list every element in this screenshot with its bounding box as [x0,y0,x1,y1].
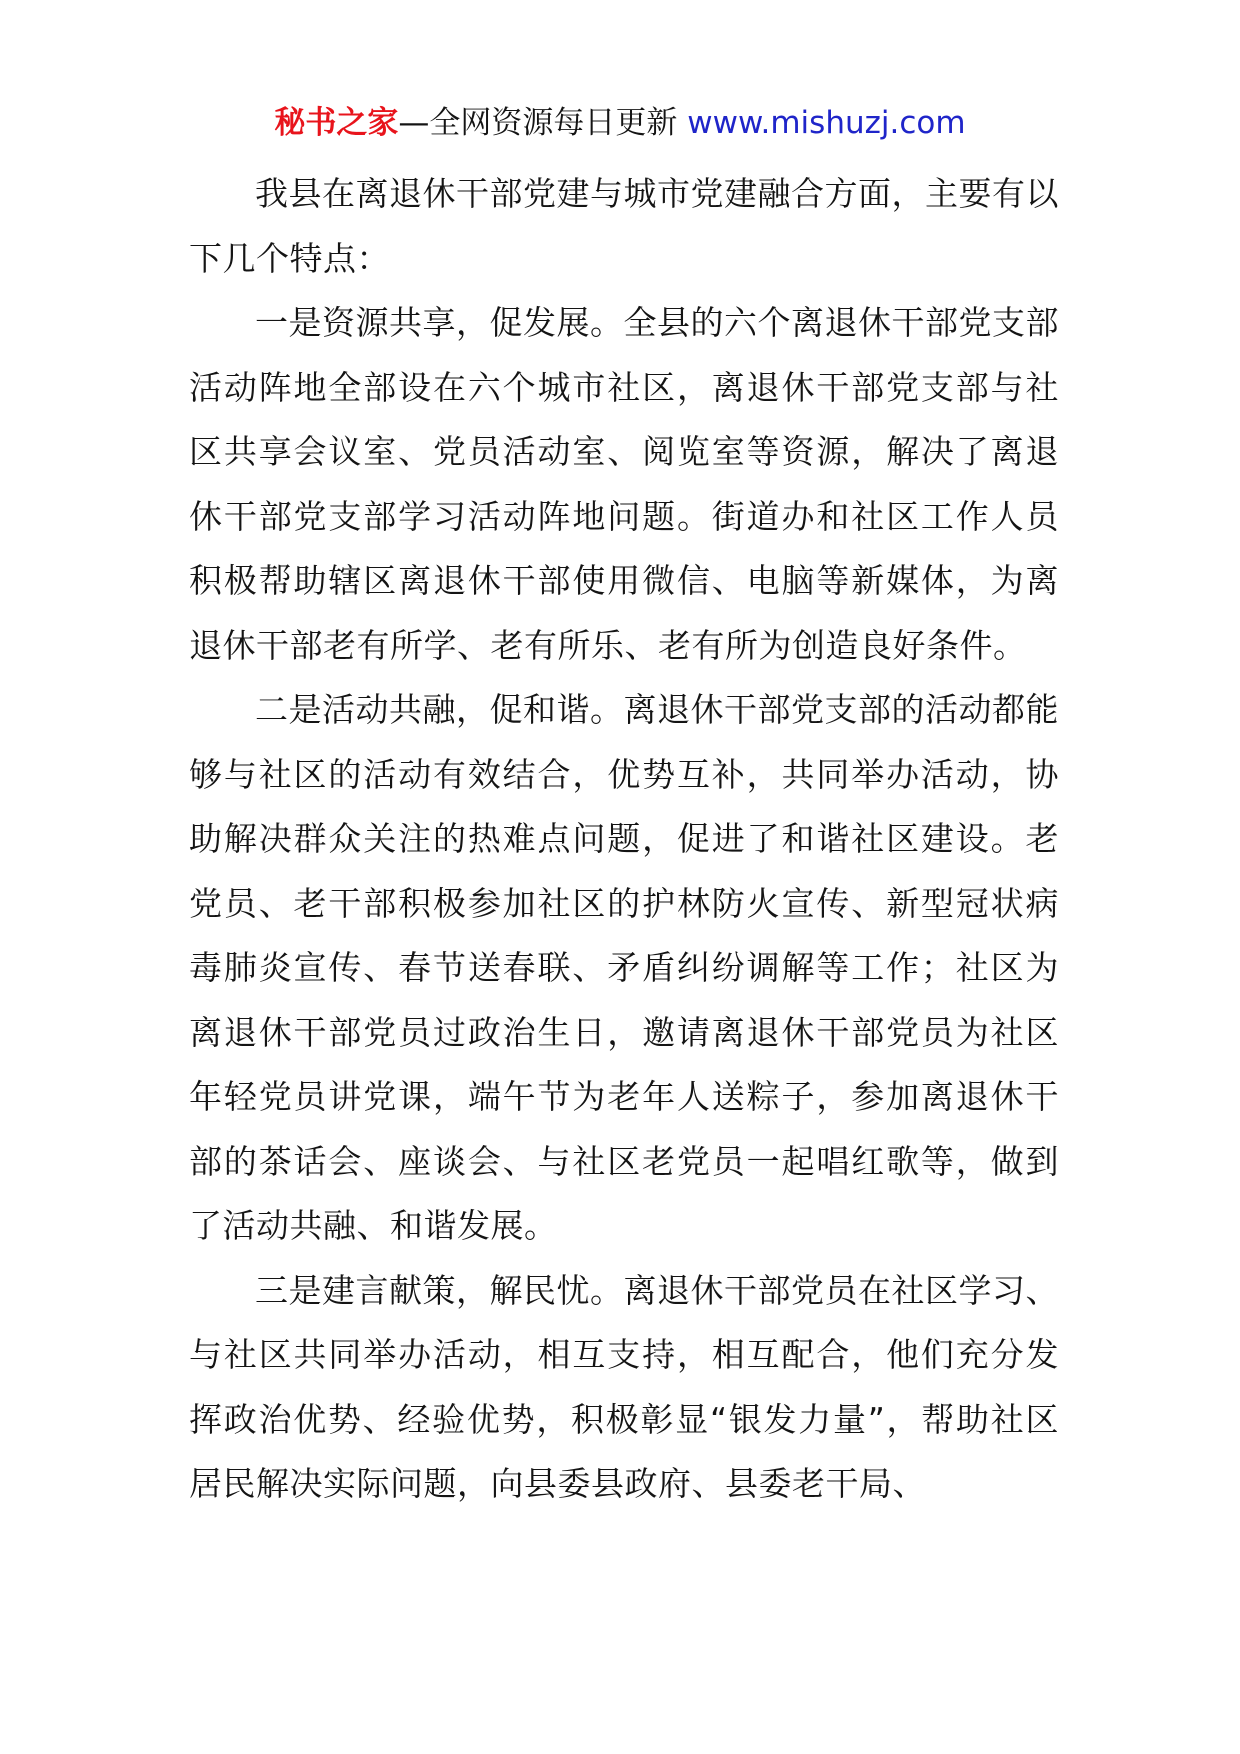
document-body [189,162,1059,1517]
paragraph-intro: 我县在离退休干部党建与城市党建融合方面，主要有以下几个特点： [189,174,1059,278]
header-slogan: —全网资源每日更新 [398,105,688,141]
site-url-link[interactable]: www.mishuzj.com [687,105,966,141]
site-header [0,100,1240,146]
paragraph-activity-integration: 二是活动共融，促和谐。离退休干部党支部的活动都能够与社区的活动有效结合，优势互补，共同举办活动，协助解决群众关注的热难点问题，促进了和谐社区建设。老党员、老干部积极参加社区的护林防火宣传、新型冠状病毒肺炎宣传、春节送春联、矛盾纠纷调解等工作；社区为离退休干部党员过政治生日，邀请离退休干部党员为社区年轻党员讲党课，端午节为老年人送粽子，参加离退休干部的茶话会、座谈会、与社区老党员一起唱红歌等，做到了活动共融、和谐发展。 [189,690,1059,1245]
paragraph-resource-sharing: 一是资源共享，促发展。全县的六个离退休干部党支部活动阵地全部设在六个城市社区，离退休干部党支部与社区共享会议室、党员活动室、阅览室等资源，解决了离退休干部党支部学习活动阵地问题。街道办和社区工作人员积极帮助辖区离退休干部使用微信、电脑等新媒体，为离退休干部老有所学、老有所乐、老有所为创造良好条件。 [189,303,1059,665]
paragraph-suggestions: 三是建言献策，解民忧。离退休干部党员在社区学习、与社区共同举办活动，相互支持，相互配合，他们充分发挥政治优势、经验优势，积极彰显“银发力量”，帮助社区居民解决实际问题，向县委县政府、县委老干局、 [189,1270,1059,1503]
brand-name: 秘书之家 [274,105,399,141]
